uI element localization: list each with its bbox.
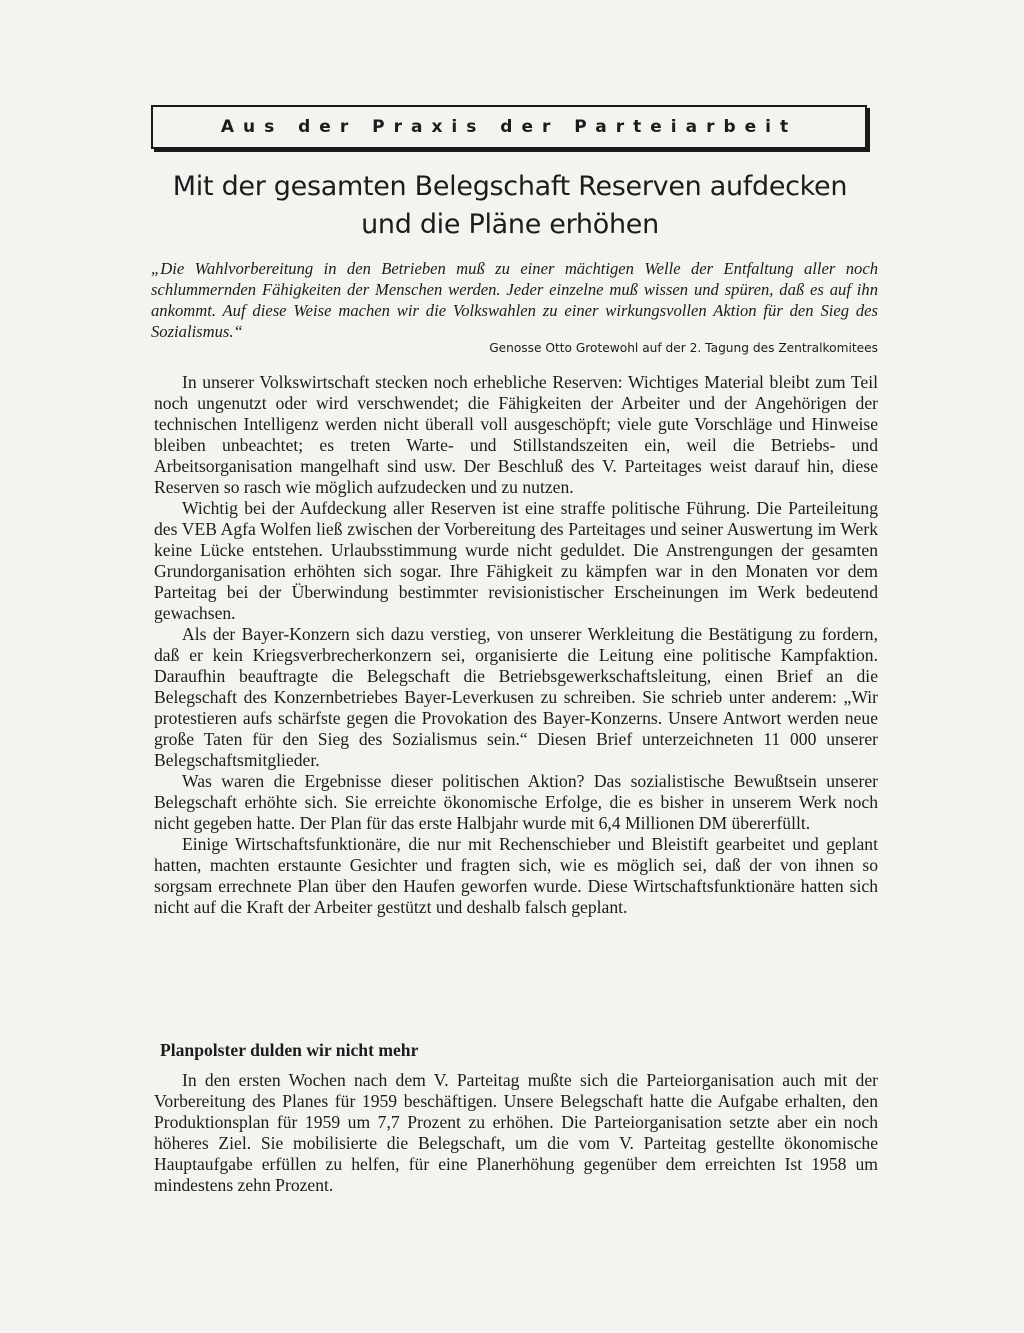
body-paragraph: Wichtig bei der Aufdeckung aller Reserven ist eine straffe politische Führung. Die Parteileitung des VEB Agfa Wolfen ließ zwischen der Vorbereitung des Parteitages und seiner Auswertung im Werk keine Lücke entstehen. Urlaubsstimmung wurde nicht geduldet. Die Anstrengungen der gesamten Grundorganisation erhöhten sich sogar. Ihre Fähigkeit zu kämpfen war in den Monaten vor dem Parteitag bei der Überwindung bestimmter revisionistischer Erscheinungen im Werk bedeutend gewachsen. <box>154 498 878 623</box>
body-paragraph: In unserer Volkswirtschaft stecken noch erhebliche Reserven: Wichtiges Material bleibt zum Teil noch ungenutzt oder wird verschwendet; die Fähigkeiten der Arbeiter und der Angehörigen der technischen Intelligenz werden nicht überall voll ausgeschöpft; viele gute Vorschläge und Hinweise bleiben unbeachtet; es treten Warte- und Stillstandszeiten ein, weil die Betriebs- und Arbeitsorganisation mangelhaft sind usw. Der Beschluß des V. Parteitages weist darauf hin, diese Reserven so rasch wie möglich aufzudecken und zu nutzen. <box>154 372 878 497</box>
body-paragraph: Was waren die Ergebnisse dieser politischen Aktion? Das sozialistische Bewußtsein unserer Belegschaft erhöhte sich. Sie erreichte ökonomische Erfolge, die es bisher in unserem Werk noch nicht gegeben hatte. Der Plan für das erste Halbjahr wurde mit 6,4 Millionen DM übererfüllt. <box>154 771 878 833</box>
section-label: Aus der Praxis der Parteiarbeit <box>220 117 798 137</box>
epigraph-quote: „Die Wahlvorbereitung in den Betrieben muß zu einer mächtigen Welle der Entfaltung aller noch schlummernden Fähigkeiten der Menschen werden. Jeder einzelne muß wissen und spüren, daß es auf ihn ankommt. Auf diese Weise machen wir die Volkswahlen zu einer wirkungsvollen Aktion für den Sieg des Sozialismus.“ <box>151 259 878 341</box>
body-paragraph: Als der Bayer-Konzern sich dazu verstieg, von unserer Werkleitung die Bestätigung zu fordern, daß er kein Kriegsverbrecherkonzern sei, organisierte die Leitung eine politische Kampfaktion. Daraufhin beauftragte die Belegschaft die Betriebsgewerkschaftsleitung, einen Brief an die Belegschaft des Konzernbetriebes Bayer-Leverkusen zu schreiben. Sie schrieb unter anderem: „Wir protestieren aufs schärfste gegen die Provokation des Bayer-Konzerns. Unsere Antwort werden neue große Taten für den Sieg des Sozialismus sein.“ Diesen Brief unterzeichneten 11 000 unserer Belegschaftsmitglieder. <box>154 624 878 770</box>
article-headline <box>140 168 880 244</box>
headline-line-1: Mit der gesamten Belegschaft Reserven aufdecken <box>172 171 848 202</box>
subsection-body <box>154 1070 878 1196</box>
article-body <box>154 372 878 918</box>
body-paragraph: Einige Wirtschaftsfunktionäre, die nur mit Rechenschieber und Bleistift gearbeitet und geplant hatten, machten erstaunte Gesichter und fragten sich, wie es möglich sei, daß der von ihnen so sorgsam errechnete Plan über den Haufen geworfen wurde. Diese Wirtschaftsfunktionäre hatten sich nicht auf die Kraft der Arbeiter gestützt und deshalb falsch geplant. <box>154 834 878 917</box>
quote-attribution: Genosse Otto Grotewohl auf der 2. Tagung des Zentralkomitees <box>489 341 878 355</box>
headline-line-2: und die Pläne erhöhen <box>361 209 659 240</box>
subsection-heading: Planpolster dulden wir nicht mehr <box>160 1040 419 1060</box>
section-header-box <box>151 105 867 149</box>
body-paragraph: In den ersten Wochen nach dem V. Parteitag mußte sich die Parteiorganisation auch mit der Vorbereitung des Planes für 1959 beschäftigen. Unsere Belegschaft hatte die Aufgabe erhalten, den Produktionsplan für 1959 um 7,7 Prozent zu erhöhen. Die Parteiorganisation setzte aber ein noch höheres Ziel. Sie mobilisierte die Belegschaft, um die vom V. Parteitag gestellte ökonomische Hauptaufgabe erfüllen zu helfen, für eine Planerhöhung gegenüber dem erreichten Ist 1958 um mindestens zehn Prozent. <box>154 1070 878 1195</box>
